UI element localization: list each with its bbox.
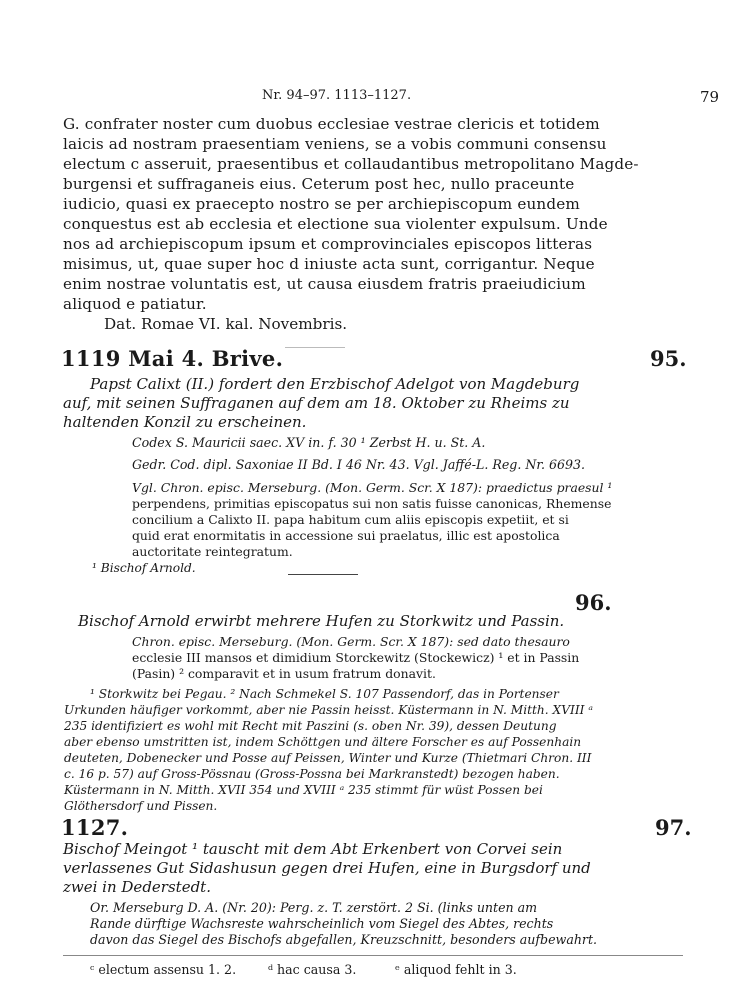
entry-97-source-line: Rande dürftige Wachsreste wahrscheinlich vom Siegel des Abtes, rechts [90,916,554,931]
text-line: laicis ad nostram praesentiam veniens, se a vobis communi consensu [63,135,607,153]
footnote-c: ᶜ electum assensu 1. 2. [90,962,237,977]
footnote-rule [63,955,683,956]
entry-95-footnote: ¹ Bischof Arnold. [92,561,196,575]
entry-96-note-line: Küstermann in N. Mitth. XVII 354 und XVIII ᵃ 235 stimmt für wüst Possen bei [64,783,543,797]
entry-97-summary-line: verlassenes Gut Sidashusun gegen drei Hufen, eine in Burgsdorf und [63,859,591,877]
entry-97-source-line: Or. Merseburg D. A. (Nr. 20): Perg. z. T. zerstört. 2 Si. (links unten am [90,900,538,915]
entry-96-note-line: aber ebenso umstritten ist, indem Schöttgen und ältere Forscher es auf Possenhain [64,735,582,749]
entry-97-number: 97. [655,815,692,840]
entry-96-chron-line: Chron. episc. Merseburg. (Mon. Germ. Scr. X 187): sed dato thesauro [132,634,570,649]
separator-rule [288,574,358,575]
entry-96-note-line: deuteten, Dobenecker und Posse auf Peissen, Winter und Kurze (Thietmari Chron. III [64,751,592,765]
text-line: misimus, ut, quae super hoc d iniuste acta sunt, corrigantur. Neque [63,255,595,273]
page-number: 79 [700,88,720,106]
entry-96-summary: Bischof Arnold erwirbt mehrere Hufen zu Storkwitz und Passin. [78,612,565,630]
entry-97-summary-line: Bischof Meingot ¹ tauscht mit dem Abt Erkenbert von Corvei sein [63,840,563,858]
text-line: iudicio, quasi ex praecepto nostro se per archiepiscopum eundem [63,195,580,213]
entry-96-chron-line: (Pasin) ² comparavit et in usum fratrum donavit. [132,666,436,681]
entry-95-chron-line: Vgl. Chron. episc. Merseburg. (Mon. Germ. Scr. X 187): praedictus praesul ¹ [132,480,613,495]
entry-95-summary-line: Papst Calixt (II.) fordert den Erzbischof Adelgot von Magdeburg [90,375,580,393]
running-header: Nr. 94–97. 1113–1127. [262,88,412,103]
entry-97-summary-line: zwei in Dederstedt. [63,878,211,896]
text-line: burgensi et suffraganeis eius. Ceterum post hec, nullo praceunte [63,175,575,193]
text-line: electum c asseruit, praesentibus et collaudantibus metropolitano Magde- [63,155,639,173]
entry-95-chron-line: auctoritate reintegratum. [132,544,293,559]
entry-95-summary-line: haltenden Konzil zu erscheinen. [63,413,307,431]
dating-clause: Dat. Romae VI. kal. Novembris. [104,315,348,333]
entry-95-heading: 1119 Mai 4. Brive. [61,346,284,371]
entry-95-chron-line: concilium a Calixto II. papa habitum cum aliis episcopis expetiit, et si [132,512,569,527]
entry-96-chron-line: ecclesie III mansos et dimidium Storckewitz (Stockewicz) ¹ et in Passin [132,650,580,665]
text-line: enim nostrae voluntatis est, ut causa eiusdem fratris praeiudicium [63,275,586,293]
footnote-e: ᵉ aliquod fehlt in 3. [395,962,517,977]
faint-rule [285,347,345,348]
entry-95-print: Gedr. Cod. dipl. Saxoniae II Bd. I 46 Nr. 43. Vgl. Jaffé-L. Reg. Nr. 6693. [132,457,586,472]
entry-95-number: 95. [650,346,687,371]
text-line: aliquod e patiatur. [63,295,207,313]
entry-96-note-line: Glöthersdorf und Pissen. [64,799,218,813]
entry-95-summary-line: auf, mit seinen Suffraganen auf dem am 18. Oktober zu Rheims zu [63,394,570,412]
entry-97-source-line: davon das Siegel des Bischofs abgefallen, Kreuzschnitt, besonders aufbewahrt. [90,932,598,947]
entry-96-note-line: c. 16 p. 57) auf Gross-Pössnau (Gross-Possna bei Markranstedt) bezogen haben. [64,767,560,781]
entry-95-chron-line: perpendens, primitias episcopatus sui non satis fuisse canonicas, Rhemense [132,496,612,511]
entry-96-number: 96. [575,590,612,615]
footnote-d: ᵈ hac causa 3. [268,962,357,977]
entry-97-heading: 1127. [61,815,129,840]
text-line: G. confrater noster cum duobus ecclesiae vestrae clericis et totidem [63,115,600,133]
entry-96-note-line: Urkunden häufiger vorkommt, aber nie Passin heisst. Küstermann in N. Mitth. XVIII ᵃ [64,703,593,717]
text-line: conquestus est ab ecclesia et electione sua violenter expulsum. Unde [63,215,608,233]
entry-95-chron-line: quid erat enormitatis in accessione sui praelatus, illic est apostolica [132,528,560,543]
text-line: nos ad archiepiscopum ipsum et comprovinciales episcopos litteras [63,235,593,253]
entry-95-source: Codex S. Mauricii saec. XV in. f. 30 ¹ Zerbst H. u. St. A. [132,435,486,450]
entry-96-note-line: 235 identifiziert es wohl mit Recht mit Paszini (s. oben Nr. 39), dessen Deutung [64,719,557,733]
entry-96-note-line: ¹ Storkwitz bei Pegau. ² Nach Schmekel S. 107 Passendorf, das in Portenser [90,687,559,701]
